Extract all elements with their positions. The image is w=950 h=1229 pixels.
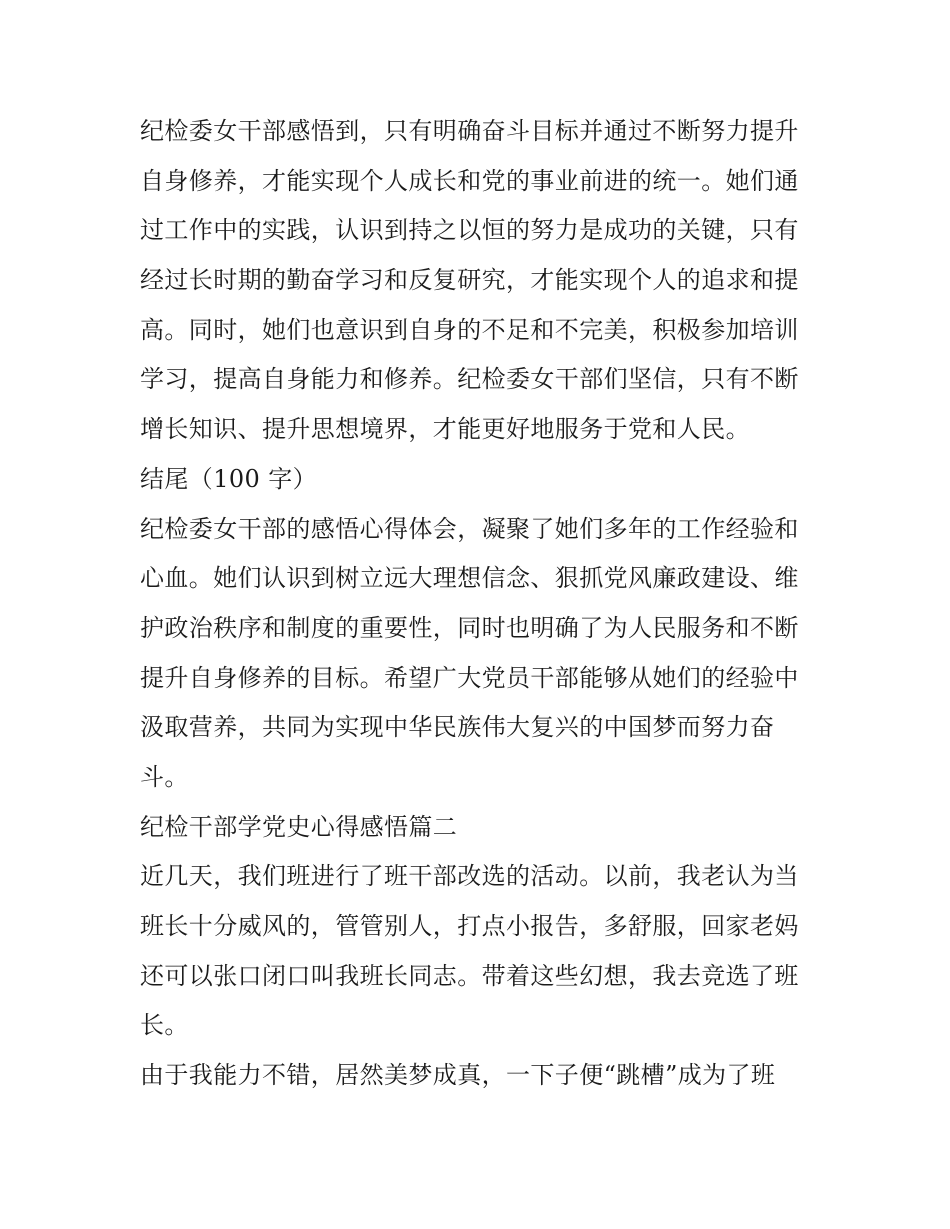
text-line: 高。同时，她们也意识到自身的不足和不完美，积极参加培训	[140, 315, 799, 344]
text-line: 经过长时期的勤奋学习和反复研究，才能实现个人的追求和提	[140, 266, 799, 295]
text-line: 纪检委女干部的感悟心得体会，凝聚了她们多年的工作经验和	[140, 514, 799, 543]
section-heading: 结尾（100 字）	[140, 464, 318, 493]
text-line: 由于我能力不错，居然美梦成真，一下子便“跳槽”成为了班	[140, 1061, 776, 1090]
text-line: 班长十分威风的，管管别人，打点小报告，多舒服，回家老妈	[140, 912, 799, 940]
text-line: 心血。她们认识到树立远大理想信念、狠抓党风廉政建设、维	[140, 564, 799, 593]
document-body	[140, 107, 820, 1101]
text-line: 学习，提高自身能力和修养。纪检委女干部们坚信，只有不断	[140, 365, 799, 394]
text-line: 护政治秩序和制度的重要性，同时也明确了为人民服务和不断	[140, 613, 799, 642]
text-line: 增长知识、提升思想境界，才能更好地服务于党和人民。	[140, 415, 750, 444]
text-line: 近几天，我们班进行了班干部改选的活动。以前，我老认为当	[140, 862, 799, 891]
text-line: 纪检委女干部感悟到，只有明确奋斗目标并通过不断努力提升	[140, 117, 799, 145]
text-line: 长。	[140, 1011, 189, 1040]
section-heading: 纪检干部学党史心得感悟篇二	[140, 812, 458, 841]
text-line: 提升自身修养的目标。希望广大党员干部能够从她们的经验中	[140, 663, 799, 692]
text-line: 过工作中的实践，认识到持之以恒的努力是成功的关键，只有	[140, 216, 799, 245]
text-line: 汲取营养，共同为实现中华民族伟大复兴的中国梦而努力奋	[140, 713, 775, 742]
text-line: 斗。	[140, 762, 189, 791]
text-line: 还可以张口闭口叫我班长同志。带着这些幻想，我去竞选了班	[140, 961, 799, 990]
text-line: 自身修养，才能实现个人成长和党的事业前进的统一。她们通	[140, 166, 799, 195]
